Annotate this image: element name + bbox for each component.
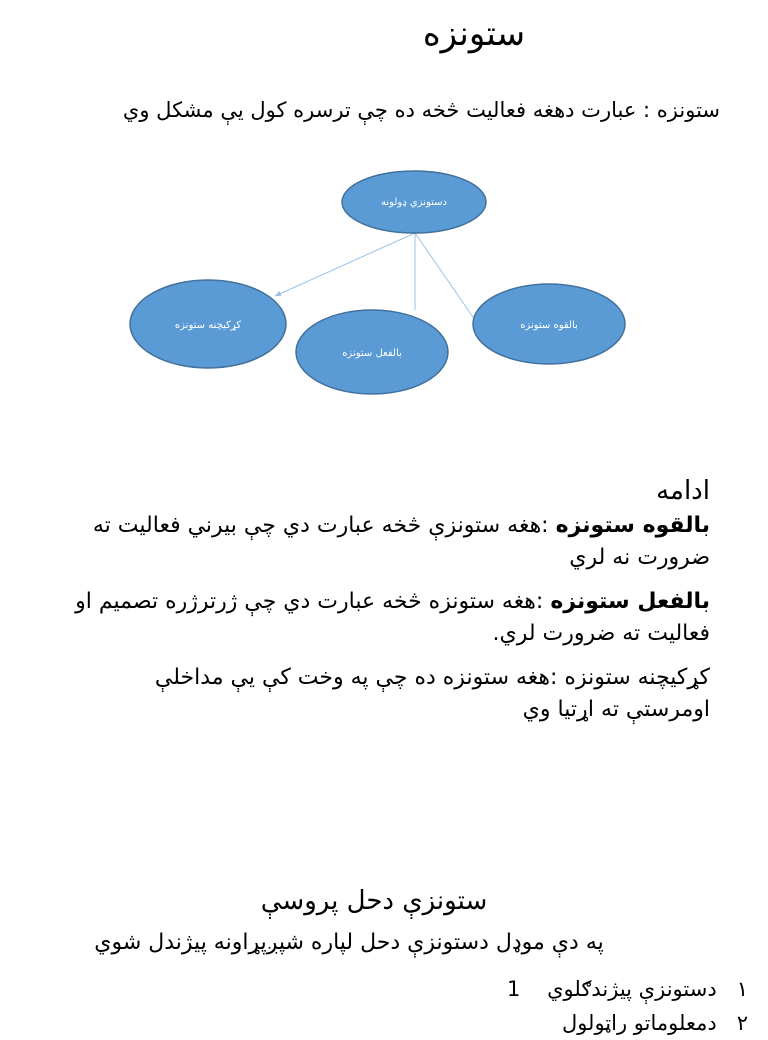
process-title: ستونزې دحل پروسې	[260, 886, 488, 916]
step-text: دستونزې پیژندګلوي	[547, 977, 717, 1001]
page-title: ستونزه	[422, 14, 526, 54]
connector-line	[415, 233, 475, 320]
definition-item	[30, 586, 710, 650]
list-item	[448, 972, 748, 1006]
problem-types-diagram	[110, 160, 650, 410]
connector-line	[275, 233, 415, 296]
item-text: :هغه ستونزه ده چې په وخت کې یې مداخلې اومرستې ته اړتیا وي	[154, 665, 710, 722]
definition-item	[30, 662, 710, 726]
item-term: کړکیچنه ستونزه	[564, 665, 710, 690]
list-item	[448, 1006, 748, 1040]
section-heading: ادامه	[656, 476, 710, 506]
item-text: :هغه ستونزه څخه عبارت دي چې ژرترژره تصمیم او فعالیت ته ضرورت لري.	[75, 589, 710, 646]
process-intro: په دې موډل دستونزې دحل لپاره شپږپړاونه پیژندل شوي	[94, 930, 604, 955]
steps-list	[448, 972, 748, 1040]
root-node-label: دستونزي ډولونه	[381, 197, 447, 208]
step-extra: 1	[507, 977, 521, 1001]
child-node-crisis-label: کړکیچنه ستونزه	[174, 320, 242, 331]
step-number: ۲	[736, 1011, 748, 1035]
item-term: بالقوه ستونزه	[555, 513, 710, 538]
child-node-potential-label: بالقوه ستونزه	[520, 320, 578, 331]
definition-item	[30, 510, 710, 574]
types-section	[30, 476, 710, 738]
definition-text: ستونزه : عبارت دهغه فعالیت څخه ده چې ترسره کول یې مشکل وي	[122, 98, 720, 122]
item-term: بالفعل ستونزه	[550, 589, 710, 614]
step-text: دمعلوماتو راټولول	[561, 1011, 717, 1035]
item-text: :هغه ستونزې څخه عبارت دي چې بیرني فعالیت ته ضرورت نه لري	[92, 513, 710, 570]
step-number: ۱	[736, 977, 748, 1001]
child-node-actual-label: بالفعل ستونزه	[342, 348, 402, 359]
